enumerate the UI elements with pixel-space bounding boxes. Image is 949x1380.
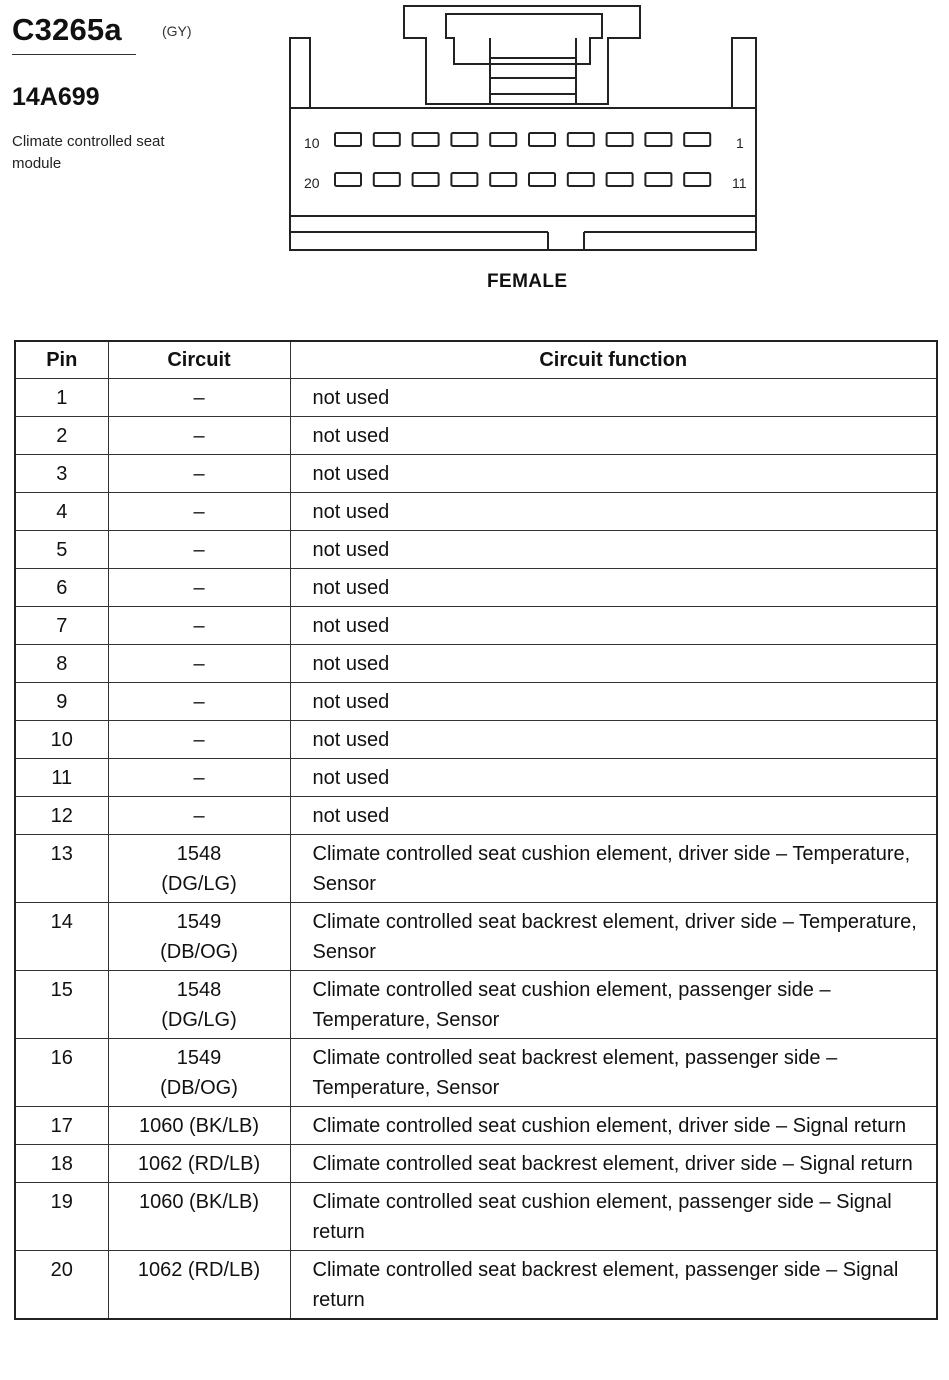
table-row <box>15 835 937 903</box>
pin-cavity <box>335 133 361 146</box>
circuit-function: not used <box>290 797 937 835</box>
circuit-function: not used <box>290 645 937 683</box>
connector-id-underline <box>12 54 136 55</box>
pin-cavity <box>568 133 594 146</box>
pin-number: 9 <box>15 683 108 721</box>
circuit-function: Climate controlled seat backrest element, driver side – Temperature, Sensor <box>290 903 937 971</box>
pin-number: 11 <box>15 759 108 797</box>
circuit-number: 1060 (BK/LB) <box>108 1107 290 1145</box>
circuit-function: Climate controlled seat backrest element, driver side – Signal return <box>290 1145 937 1183</box>
circuit-number: 1549 (DB/OG) <box>108 903 290 971</box>
circuit-number: – <box>108 417 290 455</box>
circuit-function: Climate controlled seat cushion element, driver side – Signal return <box>290 1107 937 1145</box>
circuit-number: – <box>108 493 290 531</box>
pin-cavity <box>568 173 594 186</box>
pin-cavity <box>374 133 400 146</box>
table-row <box>15 1039 937 1107</box>
circuit-number: 1548 (DG/LG) <box>108 971 290 1039</box>
pin-cavity <box>529 133 555 146</box>
part-number: 14A699 <box>12 83 100 111</box>
table-header-row <box>15 341 937 379</box>
pin-cavity <box>645 173 671 186</box>
pin-cavity <box>490 133 516 146</box>
circuit-number: – <box>108 569 290 607</box>
table-row <box>15 455 937 493</box>
header-pin: Pin <box>15 341 108 379</box>
pin-number: 13 <box>15 835 108 903</box>
circuit-number: – <box>108 797 290 835</box>
header-circuit: Circuit <box>108 341 290 379</box>
table-row <box>15 531 937 569</box>
pin-number: 15 <box>15 971 108 1039</box>
circuit-function: Climate controlled seat cushion element, passenger side – Temperature, Sensor <box>290 971 937 1039</box>
circuit-function: Climate controlled seat backrest element, passenger side – Signal return <box>290 1251 937 1320</box>
circuit-function: Climate controlled seat backrest element, passenger side – Temperature, Sensor <box>290 1039 937 1107</box>
pin-cavity <box>413 133 439 146</box>
table-row <box>15 569 937 607</box>
circuit-function: not used <box>290 455 937 493</box>
pin-number: 19 <box>15 1183 108 1251</box>
pin-cavity <box>490 173 516 186</box>
pin-number: 6 <box>15 569 108 607</box>
pin-number: 18 <box>15 1145 108 1183</box>
pin-number: 3 <box>15 455 108 493</box>
pin-number: 10 <box>15 721 108 759</box>
circuit-function: not used <box>290 379 937 417</box>
pin-number: 1 <box>15 379 108 417</box>
circuit-function: not used <box>290 759 937 797</box>
circuit-number: – <box>108 531 290 569</box>
pin-number: 17 <box>15 1107 108 1145</box>
pin-cavity <box>684 173 710 186</box>
table-row <box>15 1183 937 1251</box>
pin-label-10: 10 <box>304 135 320 151</box>
circuit-number: 1062 (RD/LB) <box>108 1145 290 1183</box>
pinout-table <box>14 340 938 1320</box>
pin-number: 16 <box>15 1039 108 1107</box>
pin-label-20: 20 <box>304 175 320 191</box>
table-row <box>15 721 937 759</box>
connector-gender: FEMALE <box>487 271 568 292</box>
table-row <box>15 683 937 721</box>
pin-cavity <box>607 173 633 186</box>
circuit-number: 1062 (RD/LB) <box>108 1251 290 1320</box>
circuit-number: 1548 (DG/LG) <box>108 835 290 903</box>
pin-number: 4 <box>15 493 108 531</box>
table-row <box>15 379 937 417</box>
circuit-function: Climate controlled seat cushion element, driver side – Temperature, Sensor <box>290 835 937 903</box>
circuit-function: not used <box>290 607 937 645</box>
circuit-function: not used <box>290 531 937 569</box>
table-row <box>15 1251 937 1320</box>
circuit-function: not used <box>290 683 937 721</box>
table-row <box>15 903 937 971</box>
circuit-number: – <box>108 721 290 759</box>
pin-cavity <box>451 133 477 146</box>
circuit-function: not used <box>290 493 937 531</box>
table-row <box>15 759 937 797</box>
table-row <box>15 971 937 1039</box>
pin-number: 14 <box>15 903 108 971</box>
pin-number: 7 <box>15 607 108 645</box>
circuit-number: 1549 (DB/OG) <box>108 1039 290 1107</box>
circuit-function: not used <box>290 417 937 455</box>
table-row <box>15 1145 937 1183</box>
pin-cavity <box>529 173 555 186</box>
circuit-number: – <box>108 455 290 493</box>
pin-label-1: 1 <box>736 135 744 151</box>
table-row <box>15 607 937 645</box>
table-row <box>15 1107 937 1145</box>
table-row <box>15 797 937 835</box>
table-row <box>15 493 937 531</box>
circuit-number: 1060 (BK/LB) <box>108 1183 290 1251</box>
pin-number: 12 <box>15 797 108 835</box>
component-description: Climate controlled seat module <box>12 133 165 172</box>
pin-cavity <box>413 173 439 186</box>
circuit-function: not used <box>290 569 937 607</box>
pin-number: 2 <box>15 417 108 455</box>
connector-face-diagram <box>280 4 770 260</box>
pin-cavity <box>684 133 710 146</box>
pin-number: 5 <box>15 531 108 569</box>
pin-label-11: 11 <box>732 175 747 191</box>
pin-number: 8 <box>15 645 108 683</box>
pin-cavity <box>374 173 400 186</box>
connector-latch <box>404 6 640 104</box>
circuit-function: Climate controlled seat cushion element, passenger side – Signal return <box>290 1183 937 1251</box>
circuit-number: – <box>108 759 290 797</box>
pin-cavity <box>335 173 361 186</box>
circuit-number: – <box>108 379 290 417</box>
circuit-number: – <box>108 683 290 721</box>
color-code: (GY) <box>162 23 192 39</box>
pin-cavity <box>607 133 633 146</box>
header-circuit-function: Circuit function <box>290 341 937 379</box>
circuit-function: not used <box>290 721 937 759</box>
circuit-number: – <box>108 607 290 645</box>
pin-number: 20 <box>15 1251 108 1320</box>
table-row <box>15 417 937 455</box>
table-row <box>15 645 937 683</box>
pin-cavity <box>645 133 671 146</box>
circuit-number: – <box>108 645 290 683</box>
connector-id: C3265a <box>12 12 122 47</box>
pin-cavity <box>451 173 477 186</box>
